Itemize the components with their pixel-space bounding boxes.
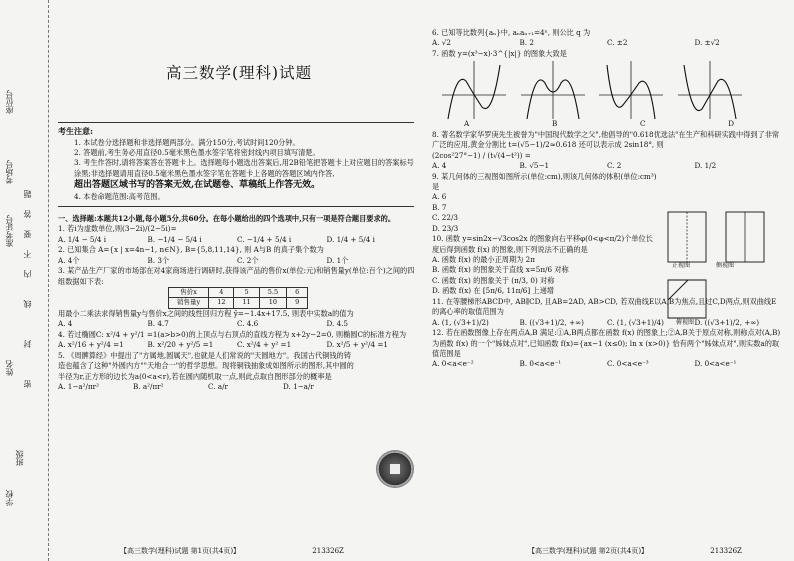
graph-c: [599, 61, 663, 119]
table-row: [169, 298, 308, 308]
question-12-options: [432, 359, 782, 369]
left-page: [58, 0, 420, 540]
question-7: 7. 函数 y=(x³−x)·3^{|x|} 的图象大致是: [432, 48, 567, 58]
option: A. (1, (√3+1)/2): [432, 317, 489, 327]
name-label: 姓名: [5, 360, 14, 376]
question-9-options: [432, 192, 657, 234]
option: C. ±2: [607, 38, 628, 48]
data-table: [168, 287, 308, 309]
option: A. 1/4 − 5/4 i: [58, 234, 107, 244]
option: A. 4: [432, 161, 447, 171]
notice-box: [58, 122, 414, 207]
option: B. a²/πr²: [133, 381, 164, 391]
option: D. 1/2: [694, 161, 717, 171]
question-2-options: [58, 256, 416, 266]
seal-word: 内: [23, 270, 32, 278]
notice-bold-line: 超出答题区域书写的答案无效,在试题卷、草稿纸上作答无效。: [74, 180, 321, 191]
option: D. 函数 f(x) 在 [5π/6, 11π/6] 上递增: [432, 286, 554, 296]
option: C. 2: [607, 161, 622, 171]
question-5: 5. 《周髀算经》中提出了"方属地,圆属天",也就是人们常说的"天圆地方"。我国古代铜钱的铸造也蕴含了这种"外圆内方""天地合一"的哲学思想。现将铜钱抽象成如图所示的图形,其中圆的半径为r,正方形的边长为a(0<a<r),若在圆内随机取一点,则此点取自图形部分的概率是: [58, 350, 354, 381]
graph-label: C: [639, 119, 646, 129]
seal-word: 要: [23, 230, 32, 238]
option: A. x²/16 + y²/4 =1: [58, 340, 124, 350]
option: D. 1/4 + 5/4 i: [326, 234, 375, 244]
question-6-options: [432, 38, 782, 48]
page-title: 高三数学(理科)试题: [166, 64, 313, 82]
section-heading: 一、选择题:本题共12小题,每小题5分,共60分。在每小题给出的四个选项中,只有一项是符合题目要求的。: [58, 214, 396, 223]
option: C. x²/4 + y² =1: [237, 340, 292, 350]
view-label: 俯视图: [676, 318, 695, 326]
option: C. 函数 f(x) 的图象关于 (π/3, 0) 对称: [432, 275, 555, 285]
coin-figure: [376, 450, 414, 488]
option: B. 4.7: [147, 319, 169, 329]
option: D. x²/5 + y²/4 =1: [326, 340, 388, 350]
option: D. 1个: [326, 255, 349, 265]
school-label: 学校: [5, 490, 14, 506]
graph-label: B: [551, 119, 558, 129]
question-3: 3. 某产品生产厂家的市场部在对4家商场进行调研时,获得该产品的售价x(单位:元)和销售量y(单位:百个)之间的四组数据如下表:: [58, 266, 415, 286]
graph-label: D: [728, 119, 734, 129]
seat-number-label: 考场号: [5, 160, 14, 184]
question-3-options: [58, 319, 416, 329]
option: A. 6: [432, 192, 447, 202]
question-11: 11. 在等腰梯形ABCD中, AB∥CD, 且AB=2AD, AB>CD, 若双曲线E以A,B为焦点,且过C,D两点,则双曲线E的离心率的取值范围为: [432, 296, 777, 317]
function-graphs: [442, 61, 742, 119]
option: C. −1/4 + 5/4 i: [237, 234, 292, 244]
option: A. √2: [432, 38, 451, 48]
graph-a: [442, 61, 506, 119]
option: D. 4.5: [326, 319, 349, 329]
seal-word: 密: [23, 380, 32, 388]
question-8-options: [432, 161, 782, 171]
table-cell: 6: [287, 288, 308, 298]
table-cell: 11: [234, 298, 259, 308]
graph-b: [521, 61, 585, 119]
footer-text: 【高三数学(理科)试题 第1页(共4页)】: [120, 547, 241, 555]
table-cell: 4: [209, 288, 234, 298]
seal-word: 封: [23, 340, 32, 348]
question-4: 4. 若过椭圆C: x²/4 + y²/1 =1(a>b>0)的上顶点与右顶点的直线方程为 x+2y−2=0, 则椭圆C的标准方程为: [58, 329, 407, 339]
option: B. 0<a<e⁻¹: [519, 359, 562, 369]
option: A. 函数 f(x) 的最小正周期为 2π: [432, 255, 535, 264]
view-label: 侧视图: [716, 262, 735, 269]
question-8: 8. 著名数学家华罗庚先生被誉为"中国现代数学之父",他倡导的"0.618优选法"在生产和科研实践中得到了非常广泛的应用,黄金分割比 t=(√5−1)/2≈0.618 还可以表示成 2sin18°, 则: [432, 129, 780, 150]
option: C. 22/3: [432, 213, 458, 223]
seat-label: 座位号: [5, 90, 14, 114]
question-6: 6. 已知等比数列{aₙ}中, aₙaₙ₊₁=4ⁿ, 则公比 q 为: [432, 28, 591, 37]
notice-line: 1. 本试卷分选择题和非选择题两部分。满分150分,考试时间120分钟。: [74, 137, 300, 147]
seal-word: 答: [23, 210, 32, 218]
option: C. (1, (√3+1)/4): [607, 317, 664, 327]
graph-label: A: [464, 119, 470, 129]
seal-word: 不: [23, 250, 32, 258]
questions-left: [58, 214, 416, 392]
binding-strip: [0, 0, 49, 561]
option: D. 23/3: [432, 223, 459, 233]
option: C. 4.6: [237, 319, 259, 329]
option: C. a/r: [208, 381, 228, 391]
option: D. ((√3+1)/2, +∞): [694, 317, 760, 327]
question-1-options: [58, 235, 416, 245]
option: A. 4: [58, 319, 73, 329]
graph-labels: [464, 119, 734, 129]
right-page: [432, 0, 782, 540]
notice-line: 4. 本卷命题范围:高考范围。: [74, 192, 165, 202]
option: B. 函数 f(x) 的图象关于直线 x=5π/6 对称: [432, 265, 569, 275]
question-9: 9. 某几何体的三视图如图所示(单位:cm),则该几何体的体积(单位:cm³)是: [432, 171, 657, 191]
option: B. x²/20 + y²/5 =1: [147, 340, 214, 350]
class-label: 班级: [15, 450, 24, 466]
table-cell: 10: [259, 298, 286, 308]
option: A. 4个: [58, 255, 80, 265]
table-cell: 5.5: [259, 288, 286, 298]
option: C. 0<a<e⁻³: [607, 359, 649, 369]
view-labels-row: [672, 262, 782, 271]
option: D. 1−a/r: [283, 381, 314, 391]
table-cell: 9: [287, 298, 308, 308]
option: B. ((√3+1)/2, +∞): [519, 317, 584, 327]
question-3-tail: 用最小二乘法求得销售量y与售价x之间的线性回归方程 ŷ=−1.4x+17.5, 则表中实数a的值为: [58, 308, 354, 318]
option: A. 1−a²/πr²: [58, 381, 99, 391]
three-view-figure: [664, 210, 782, 327]
notice-heading: 考生注意:: [58, 126, 93, 136]
question-2: 2. 已知集合 A={x | x=4n−1, n∈N}, B={5,8,11,14}, 则 A与B 的真子集个数为: [58, 245, 324, 255]
option: B. 7: [432, 202, 447, 212]
option: D. 0<a<e⁻¹: [694, 359, 737, 369]
footer-code: 213326Z: [312, 547, 344, 555]
graph-d: [678, 61, 742, 119]
option: C. 2个: [237, 255, 259, 265]
question-1: 1. 若i为虚数单位,则(3−2i)/(2−5i)=: [58, 224, 177, 234]
table-cell: 销售量y: [169, 298, 209, 308]
footer-right: [528, 546, 742, 556]
option: B. 2: [519, 38, 534, 48]
table-cell: 5: [234, 288, 259, 298]
view-label: 正视图: [672, 262, 691, 269]
notice-line: 3. 考生作答时,请将答案答在答题卡上。选择题每小题选出答案后,用2B铅笔把答题卡上对应题目的答案标号涂黑;非选择题请用直径0.5毫米黑色墨水签字笔在答题卡上各题的答题区域内作答,: [74, 158, 414, 178]
option: A. 0<a<e⁻²: [432, 359, 474, 369]
seal-word: 线: [23, 300, 32, 308]
question-8-expr: (2cos²27°−1) / (t√(4−t²)) =: [432, 150, 531, 160]
table-row: [169, 288, 308, 298]
option: B. √5−1: [519, 161, 550, 171]
footer-left: [120, 546, 344, 556]
question-10: 10. 函数 y=sin2x−√3cos2x 的图象向右平移φ(0<φ<π/2)个单位长度后得到函数 f(x) 的图象,则下列说法不正确的是: [432, 234, 653, 254]
footer-text: 【高三数学(理科)试题 第2页(共4页)】: [528, 547, 649, 555]
table-cell: 12: [209, 298, 234, 308]
exam-number-label: 准考证号: [5, 215, 14, 247]
option: B. 3个: [147, 255, 170, 265]
notice-line: 2. 答题前,考生务必用直径0.5毫米黑色墨水签字笔将密封线内项目填写清楚。: [74, 148, 320, 158]
question-4-options: [58, 340, 416, 350]
table-cell: 售价x: [169, 288, 209, 298]
question-12: 12. 若在函数图像上存在两点A,B 满足:①A,B两点都在函数 f(x) 的图象上;②A,B关于原点对称,则称点对(A,B)为函数 f(x) 的一个"姊妹点对",已知函数 f(x)={ax−1 (x≤0); ln x (x>0)} 恰有两个"姊妹点对",则实数a的取值范围是: [432, 328, 781, 358]
option: D. ±√2: [694, 38, 720, 48]
question-5-options: [58, 382, 358, 392]
footer-code: 213326Z: [710, 547, 742, 555]
option: B. −1/4 − 5/4 i: [147, 234, 202, 244]
seal-word: 题: [23, 190, 32, 198]
